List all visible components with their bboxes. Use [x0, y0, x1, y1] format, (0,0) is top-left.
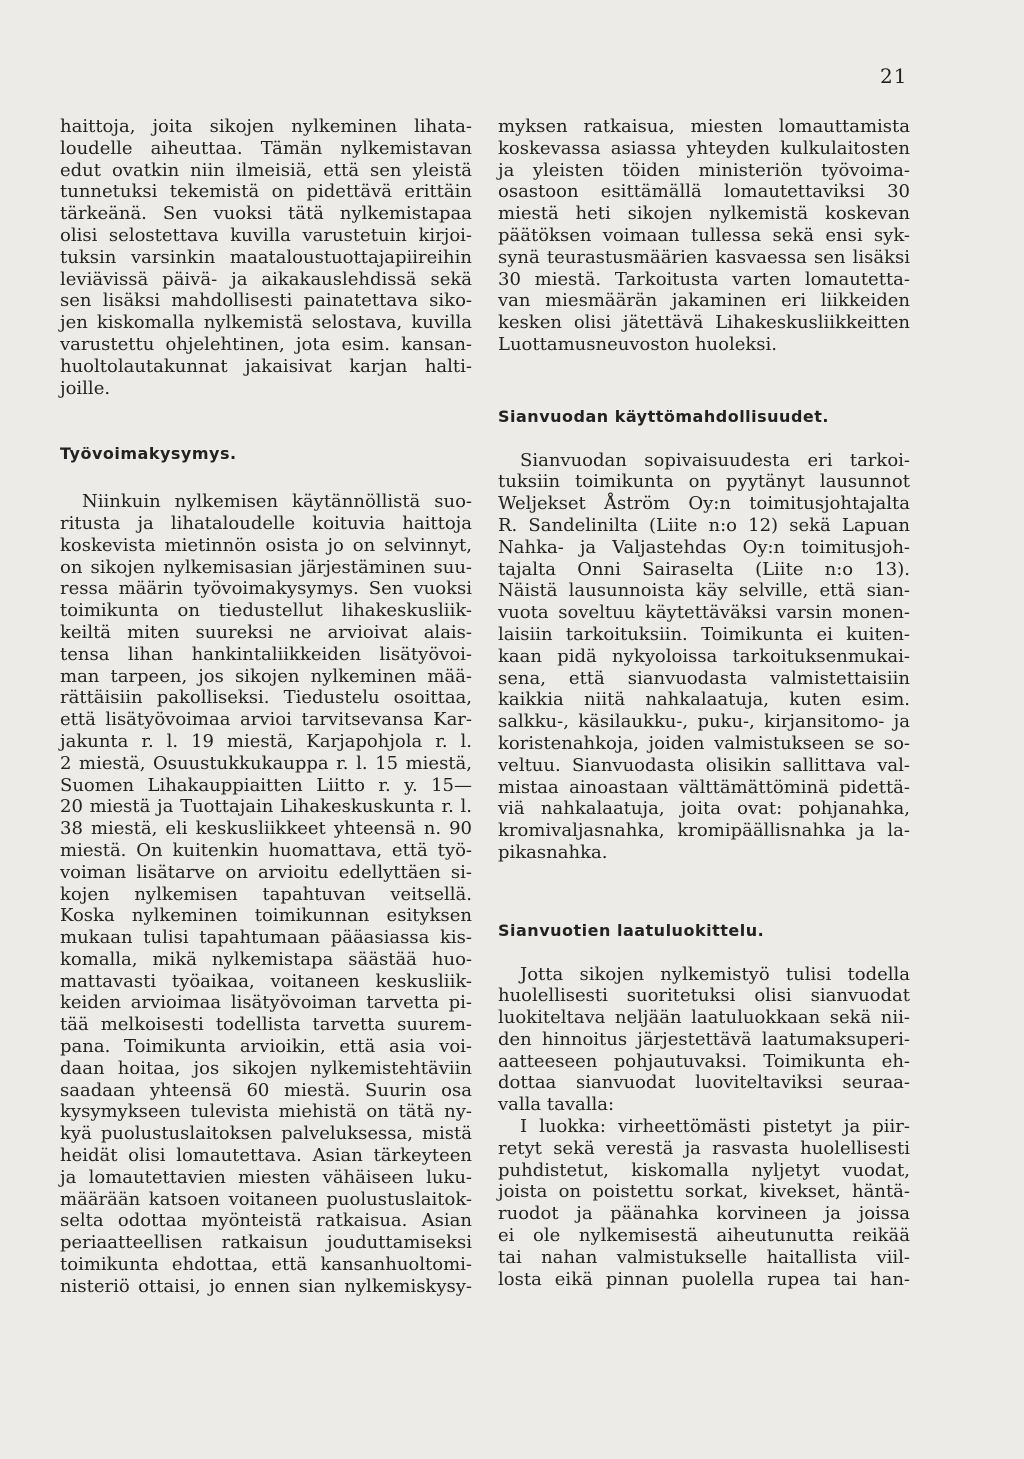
text-line: tää melkoisesti todellista tarvetta suurem-: [60, 1014, 472, 1036]
text-line: viä nahkalaatuja, joita ovat: pohjanahka,: [498, 798, 910, 820]
text-line: joille.: [60, 377, 111, 399]
paragraph-luokka-i: [498, 1116, 910, 1290]
text-line: pana. Toimikunta arvioikin, että asia voi-: [60, 1036, 472, 1058]
text-line: komalla, mikä nylkemistapa säästää huo-: [60, 948, 472, 970]
paragraph-intro-continuation: [60, 116, 472, 399]
text-line: periaatteellisen ratkaisun jouduttamiseksi: [60, 1232, 472, 1254]
text-line: keiden arvioimaa lisätyövoiman tarvetta pi-: [60, 992, 472, 1014]
text-line: huoltolautakunnat jakaisivat karjan halti-: [60, 355, 472, 377]
text-line: että lisätyövoimaa arvioi tarvitsevansa Kar-: [60, 709, 472, 731]
section-heading-tyovoimakysymys: Työvoimakysymys.: [60, 444, 237, 464]
text-line: tensa lihan hankintaliikkeiden lisätyövoi-: [60, 643, 472, 665]
text-line: osastoon esittämällä lomautettaviksi 30: [498, 181, 910, 203]
paragraph-laatuluokittelu: [498, 964, 910, 1117]
text-line: toimikunta ehdottaa, että kansanhuoltomi-: [60, 1254, 472, 1276]
paragraph-kayttomahdollisuudet: [498, 450, 910, 864]
text-line: van miesmäärän jakaminen eri liikkeiden: [498, 290, 910, 312]
text-line: ei ole nylkemisestä aiheutunutta reikää: [498, 1225, 910, 1247]
text-line: koskevassa asiassa yhteyden kulkulaitosten: [498, 137, 910, 159]
text-line: Koska nylkeminen toimikunnan esityksen: [60, 905, 472, 927]
text-line: Luottamusneuvoston huoleksi.: [498, 333, 777, 355]
text-line: koskevista mietinnön osista jo on selvinnyt,: [60, 534, 472, 556]
text-line: ruodot ja päänahka korvineen ja joissa: [498, 1203, 910, 1225]
text-line: huolellisesti suoritetuksi olisi sianvuodat: [498, 985, 910, 1007]
text-line: kyä puolustuslaitoksen palveluksessa, mistä: [60, 1123, 472, 1145]
text-line: tai nahan valmistukselle haitallista viil-: [498, 1246, 910, 1268]
text-line: puhdistetut, kiskomalla nyljetyt vuodat,: [498, 1159, 910, 1181]
text-line: kromivaljasnahka, kromipäällisnahka ja la-: [498, 820, 910, 842]
text-line: synä teurastusmäärien kasvaessa sen lisäksi: [498, 246, 910, 268]
text-line: leviävissä päivä- ja aikakauslehdissä sekä: [60, 268, 472, 290]
text-line: varustettu ohjelehtinen, jota esim. kansan-: [60, 333, 472, 355]
paragraph-tyovoima: [60, 491, 472, 1297]
text-line: I luokka: virheettömästi pistetyt ja piir-: [520, 1116, 910, 1138]
text-line: tärkeänä. Sen vuoksi tätä nylkemistapaa: [60, 203, 472, 225]
section-heading-laatuluokittelu: Sianvuotien laatuluokittelu.: [498, 920, 765, 940]
text-line: ja lomautettavien miesten vähäiseen luku-: [60, 1166, 472, 1188]
paragraph-lomautus: [498, 116, 910, 356]
text-line: miestä heti sikojen nylkemistä koskevan: [498, 203, 910, 225]
text-line: veltuu. Sianvuodasta olisikin sallittava val-: [498, 754, 910, 776]
text-line: aatteeseen pohjautuvaksi. Toimikunta eh-: [498, 1050, 910, 1072]
text-line: daan hoitaa, jos sikojen nylkemistehtäviin: [60, 1057, 472, 1079]
text-line: retyt sekä verestä ja rasvasta huolellisesti: [498, 1137, 910, 1159]
text-line: 30 miestä. Tarkoitusta varten lomautetta-: [498, 268, 910, 290]
text-line: pikasnahka.: [498, 841, 608, 863]
section-heading-kayttomahdollisuudet: Sianvuodan käyttömahdollisuudet.: [498, 406, 829, 426]
left-column: [60, 116, 472, 1298]
text-line: keiltä miten suureksi ne arvioivat alais-: [60, 621, 472, 643]
text-line: valla tavalla:: [498, 1094, 615, 1116]
text-line: man tarpeen, jos sikojen nylkeminen mää-: [60, 665, 472, 687]
text-line: kysymykseen tulevista miehistä on tätä ny-: [60, 1101, 472, 1123]
text-line: edut ovatkin niin ilmeisiä, että sen yleistä: [60, 159, 472, 181]
text-line: vuota soveltuu käytettäväksi varsin monen-: [498, 602, 910, 624]
text-line: mattavasti työaikaa, voitaneen keskusliik-: [60, 970, 472, 992]
text-line: dottaa sianvuodat luoviteltaviksi seuraa-: [498, 1072, 910, 1094]
text-line: koristenahkoja, joiden valmistukseen se so-: [498, 732, 910, 754]
text-line: losta eikä pinnan puolella rupea tai han-: [498, 1268, 910, 1290]
text-line: olisi selostettava kuvilla varustetuin kirjoi-: [60, 224, 472, 246]
text-line: Nahka- ja Valjastehdas Oy:n toimitusjoh-: [498, 536, 910, 558]
text-line: ja yleisten töiden ministeriön työvoima-: [498, 159, 910, 181]
text-line: jen kiskomalla nylkemistä selostava, kuvilla: [60, 312, 472, 334]
page-number: 21: [880, 64, 908, 88]
text-line: saadaan yhteensä 60 miestä. Suurin osa: [60, 1079, 472, 1101]
text-line: miestä. On kuitenkin huomattava, että työ-: [60, 839, 472, 861]
text-line: loudelle aiheuttaa. Tämän nylkemistavan: [60, 137, 472, 159]
text-line: heidät olisi lomautettava. Asian tärkeyteen: [60, 1145, 472, 1167]
text-line: sen lisäksi mahdollisesti painatettava siko-: [60, 290, 472, 312]
text-line: toimikunta on tiedustellut lihakeskusliik-: [60, 600, 472, 622]
text-line: kaikkia niitä nahkalaatuja, kuten esim.: [498, 689, 910, 711]
text-line: R. Sandelinilta (Liite n:o 12) sekä Lapuan: [498, 514, 910, 536]
text-line: joista on poistettu sorkat, kivekset, häntä-: [498, 1181, 910, 1203]
text-line: rättäisiin pakolliseksi. Tiedustelu osoittaa,: [60, 687, 472, 709]
text-line: ressa määrin työvoimakysymys. Sen vuoksi: [60, 578, 472, 600]
text-line: jakunta r. l. 19 miestä, Karjapohjola r. l.: [60, 730, 472, 752]
text-line: Niinkuin nylkemisen käytännöllistä suo-: [82, 491, 472, 513]
text-line: haittoja, joita sikojen nylkeminen lihata-: [60, 116, 472, 137]
text-line: nisteriö ottaisi, jo ennen sian nylkemiskysy-: [60, 1275, 472, 1297]
text-line: sena, että sianvuodasta valmistettaisiin: [498, 667, 910, 689]
text-line: myksen ratkaisua, miesten lomauttamista: [498, 116, 910, 137]
text-line: salkku-, käsilaukku-, puku-, kirjansitomo- ja: [498, 711, 910, 733]
text-line: selta odottaa myönteistä ratkaisua. Asian: [60, 1210, 472, 1232]
text-line: kaan pidä nykyoloissa tarkoituksenmukai-: [498, 645, 910, 667]
text-line: Suomen Lihakauppiaitten Liitto r. y. 15—: [60, 774, 472, 796]
text-line: tuksin varsinkin maataloustuottajapiireihin: [60, 246, 472, 268]
right-column: [498, 116, 910, 1290]
text-line: tuksiin toimikunta on pyytänyt lausunnot: [498, 471, 910, 493]
text-line: laisiin tarkoituksiin. Toimikunta ei kuiten-: [498, 623, 910, 645]
text-line: 38 miestä, eli keskusliikkeet yhteensä n. 90: [60, 818, 472, 840]
text-line: tunnetuksi tekemistä on pidettävä erittäin: [60, 181, 472, 203]
text-line: ritusta ja lihataloudelle koituvia haittoja: [60, 512, 472, 534]
text-line: määrään katsoen voitaneen puolustuslaitok-: [60, 1188, 472, 1210]
text-line: voiman lisätarve on arvioitu edellyttäen si-: [60, 861, 472, 883]
text-line: päätöksen voimaan tullessa sekä ensi syk-: [498, 224, 910, 246]
text-line: Weljekset Åström Oy:n toimitusjohtajalta: [498, 493, 910, 515]
text-line: mistaa ainoastaan välttämättöminä pidettä-: [498, 776, 910, 798]
text-line: on sikojen nylkemisasian järjestäminen suu-: [60, 556, 472, 578]
text-line: mukaan tulisi tapahtumaan pääasiassa kis-: [60, 927, 472, 949]
text-line: Jotta sikojen nylkemistyö tulisi todella: [520, 963, 910, 985]
text-line: Näistä lausunnoista käy selville, että sian-: [498, 580, 910, 602]
text-line: 20 miestä ja Tuottajain Lihakeskuskunta r. l.: [60, 796, 472, 818]
text-line: 2 miestä, Osuustukkukauppa r. l. 15 miestä,: [60, 752, 472, 774]
text-line: luokiteltava neljään laatuluokkaan sekä nii-: [498, 1007, 910, 1029]
text-line: den hinnoitus järjestettävä laatumaksuperi-: [498, 1028, 910, 1050]
text-line: kojen nylkemisen tapahtuvan veitsellä.: [60, 883, 472, 905]
text-line: kesken olisi jätettävä Lihakeskusliikkeitten: [498, 312, 910, 334]
text-line: Sianvuodan sopivaisuudesta eri tarkoi-: [520, 449, 910, 471]
text-line: tajalta Onni Sairaselta (Liite n:o 13).: [498, 558, 910, 580]
